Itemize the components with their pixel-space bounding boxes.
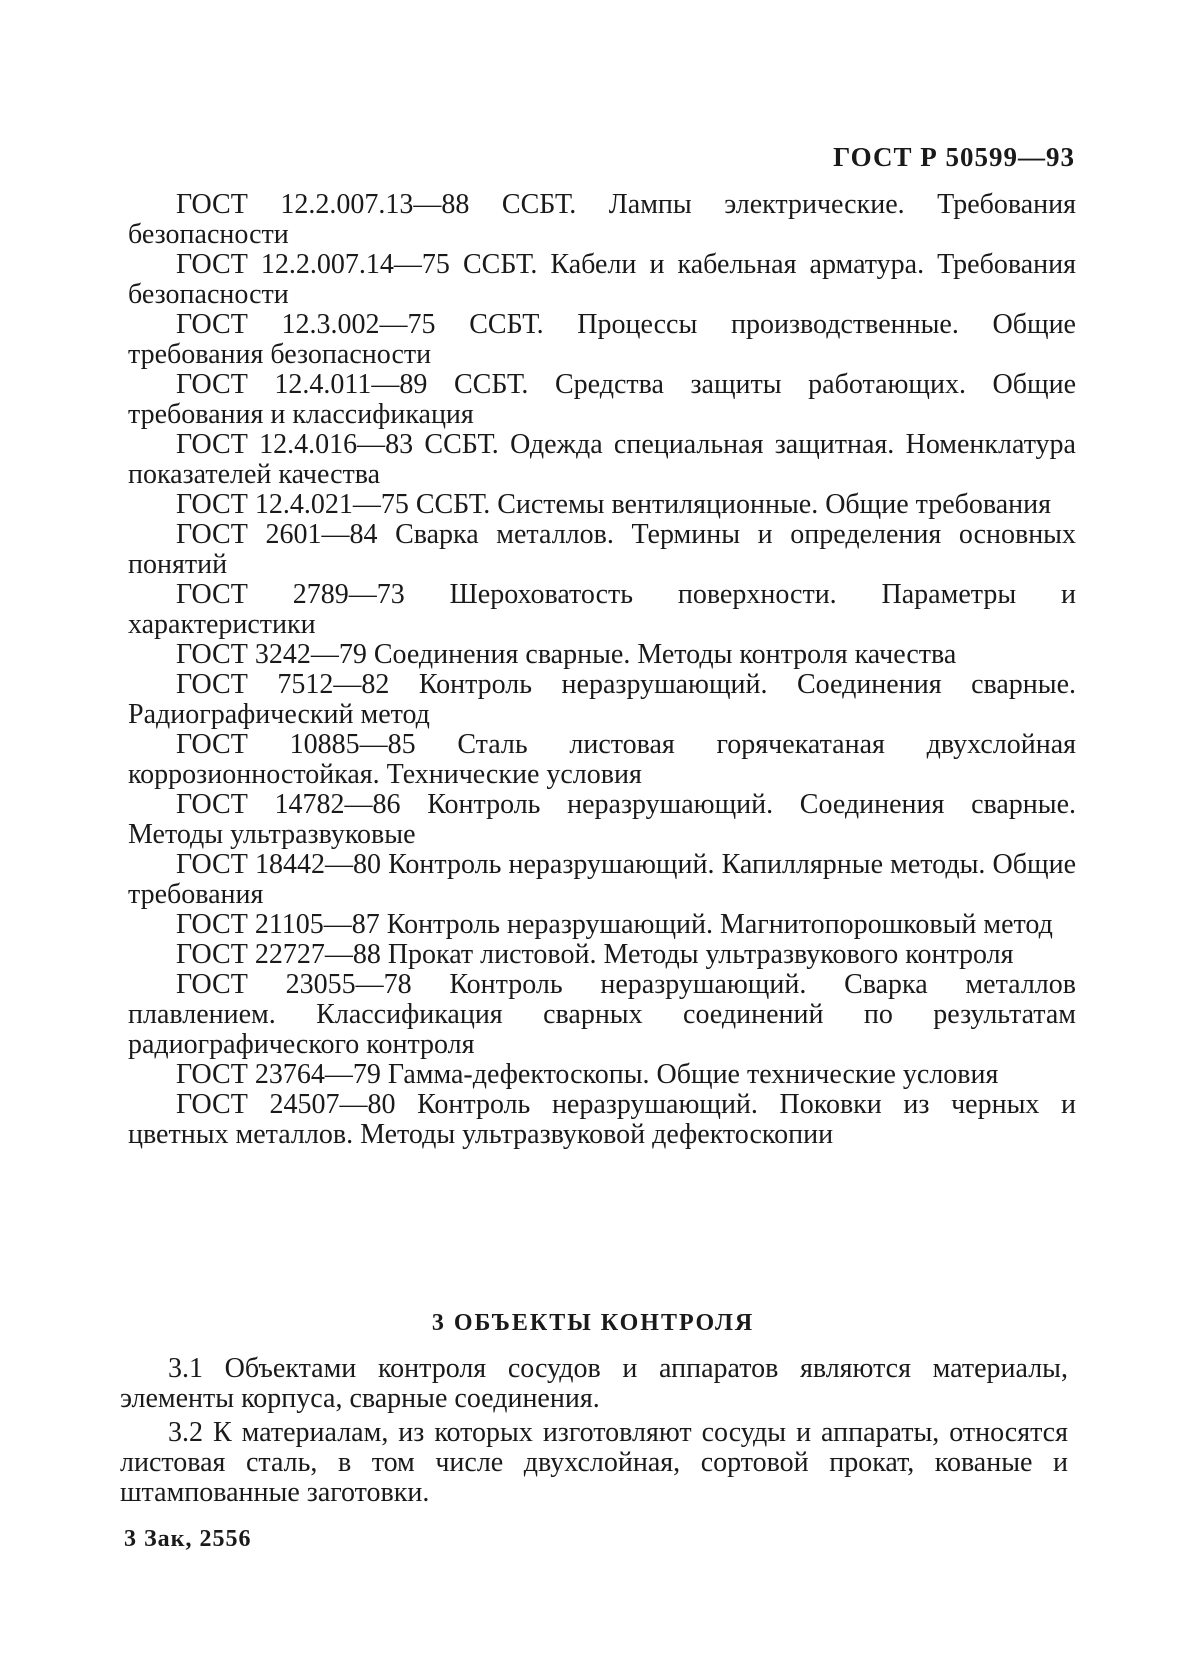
reference-item: ГОСТ 18442—80 Контроль неразрушающий. Капиллярные методы. Общие требования [128, 849, 1076, 910]
reference-list [128, 190, 1076, 1150]
reference-item: ГОСТ 12.4.021—75 ССБТ. Системы вентиляционные. Общие требования [176, 489, 1052, 520]
reference-item: ГОСТ 23055—78 Контроль неразрушающий. Сварка металлов плавлением. Классификация сварных соединений по результатам радиографического контроля [128, 969, 1076, 1060]
reference-item: ГОСТ 22727—88 Прокат листовой. Методы ультразвукового контроля [176, 939, 1014, 970]
reference-item: ГОСТ 12.2.007.14—75 ССБТ. Кабели и кабельная арматура. Требования безопасности [128, 249, 1076, 310]
reference-item: ГОСТ 12.2.007.13—88 ССБТ. Лампы электрические. Требования безопасности [128, 189, 1076, 250]
section-paragraph: 3.2 К материалам, из которых изготовляют сосуды и аппараты, относятся листовая сталь, в том числе двухслойная, сортовой прокат, кованые и штампованные заготовки. [120, 1417, 1068, 1508]
order-footnote: 3 Зак, 2556 [124, 1526, 252, 1552]
reference-item: ГОСТ 3242—79 Соединения сварные. Методы контроля качества [176, 639, 957, 670]
reference-item: ГОСТ 10885—85 Сталь листовая горячекатаная двухслойная коррозионностойкая. Технические условия [128, 729, 1076, 790]
reference-item: ГОСТ 12.4.016—83 ССБТ. Одежда специальная защитная. Номенклатура показателей качества [128, 429, 1076, 490]
section-body [120, 1354, 1068, 1512]
section-title: 3 ОБЪЕКТЫ КОНТРОЛЯ [431, 1310, 755, 1336]
reference-item: ГОСТ 2601—84 Сварка металлов. Термины и определения основных понятий [128, 519, 1076, 580]
reference-item: ГОСТ 24507—80 Контроль неразрушающий. Поковки из черных и цветных металлов. Методы ультразвуковой дефектоскопии [128, 1089, 1076, 1150]
reference-item: ГОСТ 12.3.002—75 ССБТ. Процессы производственные. Общие требования безопасности [128, 309, 1076, 370]
reference-item: ГОСТ 2789—73 Шероховатость поверхности. Параметры и характеристики [128, 579, 1076, 640]
reference-item: ГОСТ 12.4.011—89 ССБТ. Средства защиты работающих. Общие требования и классификация [128, 369, 1076, 430]
document-code-header: ГОСТ Р 50599—93 [833, 142, 1075, 172]
reference-item: ГОСТ 7512—82 Контроль неразрушающий. Соединения сварные. Радиографический метод [128, 669, 1076, 730]
reference-item: ГОСТ 23764—79 Гамма-дефектоскопы. Общие технические условия [176, 1059, 999, 1090]
section-paragraph: 3.1 Объектами контроля сосудов и аппаратов являются материалы, элементы корпуса, сварные соединения. [120, 1353, 1068, 1414]
reference-item: ГОСТ 21105—87 Контроль неразрушающий. Магнитопорошковый метод [176, 909, 1053, 940]
reference-item: ГОСТ 14782—86 Контроль неразрушающий. Соединения сварные. Методы ультразвуковые [128, 789, 1076, 850]
